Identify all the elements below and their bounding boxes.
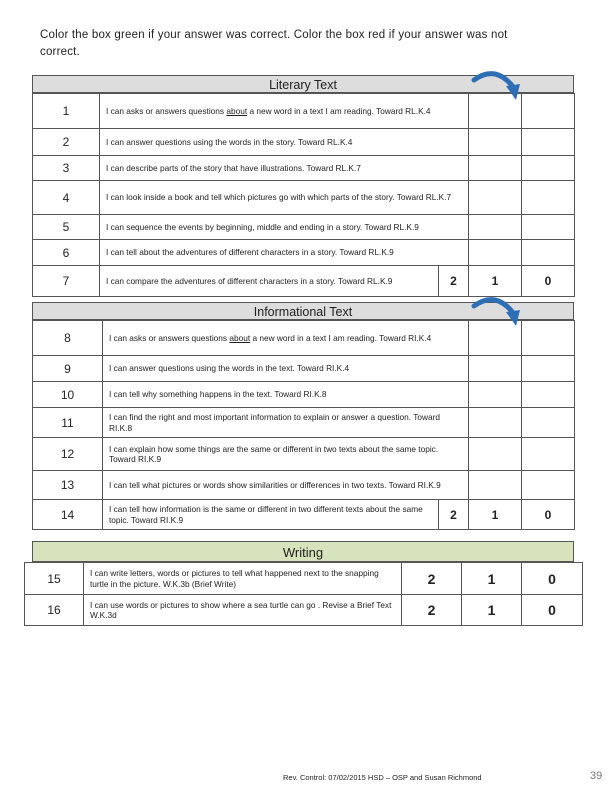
score-2: 2 [439,266,469,297]
item-number: 16 [25,595,84,626]
description-text: I can tell why something happens in the text. Toward RI.K.8 [109,389,327,400]
answer-box-right[interactable] [522,471,575,500]
table-row [33,215,575,240]
score-2: 2 [439,500,469,530]
item-description [103,408,469,438]
table-row [33,408,575,438]
item-number: 12 [33,438,103,471]
answer-box-left[interactable] [469,240,522,266]
underlined-word: about [226,105,248,116]
description-text: I can answer questions using the words in the text. Toward RI.K.4 [109,363,350,374]
answer-box-left[interactable] [469,471,522,500]
item-description [100,181,469,215]
table-row [33,181,575,215]
item-description [100,215,469,240]
score-0: 0 [522,266,575,297]
item-description: I can use words or pictures to show where a sea turtle can go . Revise a Brief Text W.K.3d [84,595,402,626]
description-text: I can find the right and most important information to explain or answer a question. Toward RI.K.8 [109,412,440,433]
table-row [33,266,575,297]
answer-box-left[interactable] [469,408,522,438]
description-text: I can tell how information is the same or different in two different texts about the same topic. Toward RI.K.9 [109,504,423,525]
description-text: I can sequence the events by beginning, middle and ending in a story. Toward RL.K.9 [106,221,419,232]
item-description [100,240,469,266]
answer-box-left[interactable] [469,215,522,240]
answer-box-left[interactable] [469,438,522,471]
table-row [33,382,575,408]
table-row [33,438,575,471]
footer: Rev. Control: 07/02/2015 HSD – OSP and Susan Richmond [283,773,482,782]
description-text: I can look inside a book and tell which pictures go with which parts of the story. Toward RL.K.7 [106,192,452,203]
description-text: I can asks or answers questions [109,332,230,343]
writing-table [24,562,583,626]
description-text: I can describe parts of the story that have illustrations. Toward RL.K.7 [106,162,361,173]
answer-box-right[interactable] [522,408,575,438]
answer-box-left[interactable] [469,129,522,156]
score-1: 1 [462,595,522,626]
answer-box-right[interactable] [522,181,575,215]
answer-box-left[interactable] [469,181,522,215]
answer-box-left[interactable] [469,356,522,382]
page-number: 39 [590,770,603,782]
item-description: I can write letters, words or pictures to tell what happened next to the snapping turtle in the picture. W.K.3b (Brief Write) [84,563,402,595]
description-text: I can tell about the adventures of different characters in a story. Toward RL.K.9 [106,247,394,258]
score-0: 0 [522,500,575,530]
answer-box-right[interactable] [522,321,575,356]
item-description [103,438,469,471]
table-row [33,156,575,181]
description-text-end: a new word in a text I am reading. Toward RL.K.4 [247,105,431,116]
score-0: 0 [522,563,583,595]
item-number: 4 [33,181,100,215]
answer-box-right[interactable] [522,240,575,266]
item-number: 13 [33,471,103,500]
score-1: 1 [469,266,522,297]
answer-box-right[interactable] [522,382,575,408]
table-row [25,595,583,626]
item-description [103,500,439,530]
item-number: 3 [33,156,100,181]
curved-arrow-icon [470,70,522,112]
informational-table [32,320,575,530]
item-description [100,156,469,181]
section-header-literary: Literary Text [32,75,574,93]
answer-box-right[interactable] [522,356,575,382]
score-1: 1 [469,500,522,530]
table-row [33,129,575,156]
item-description [103,382,469,408]
section-header-informational: Informational Text [32,302,574,320]
answer-box-right[interactable] [522,215,575,240]
item-description [103,356,469,382]
instructions: Color the box green if your answer was correct. Color the box red if your answer was not correct. [40,29,508,58]
item-number: 10 [33,382,103,408]
item-number: 2 [33,129,100,156]
score-0: 0 [522,595,583,626]
description-text: I can explain how some things are the same or different in two texts about the same topic. Toward RI.K.9 [109,443,439,464]
item-number: 6 [33,240,100,266]
score-2: 2 [402,595,462,626]
item-description [100,266,439,297]
item-description [100,129,469,156]
item-description [100,94,469,129]
description-text: I can answer questions using the words in the story. Toward RL.K.4 [106,136,353,147]
item-number: 5 [33,215,100,240]
answer-box-left[interactable] [469,382,522,408]
table-row [33,471,575,500]
description-text: I can compare the adventures of different characters in a story. Toward RL.K.9 [106,275,393,286]
curved-arrow-icon [470,296,522,338]
score-1: 1 [462,563,522,595]
answer-box-left[interactable] [469,156,522,181]
answer-box-right[interactable] [522,156,575,181]
item-number: 8 [33,321,103,356]
description-text: I can tell what pictures or words show similarities or differences in two texts. Toward RI.K.9 [109,479,441,490]
answer-box-right[interactable] [522,129,575,156]
table-row [33,240,575,266]
underlined-word: about [229,332,251,343]
table-row [33,500,575,530]
answer-box-right[interactable] [522,94,575,129]
literary-table [32,93,575,297]
item-number: 14 [33,500,103,530]
item-description [103,471,469,500]
description-text: I can asks or answers questions [106,105,227,116]
item-number: 11 [33,408,103,438]
item-number: 7 [33,266,100,297]
table-row [25,563,583,595]
description-text-end: a new word in a text I am reading. Toward RI.K.4 [250,332,432,343]
score-2: 2 [402,563,462,595]
item-number: 15 [25,563,84,595]
table-row [33,356,575,382]
answer-box-right[interactable] [522,438,575,471]
item-description [103,321,469,356]
item-number: 1 [33,94,100,129]
item-number: 9 [33,356,103,382]
section-header-writing: Writing [32,541,574,562]
